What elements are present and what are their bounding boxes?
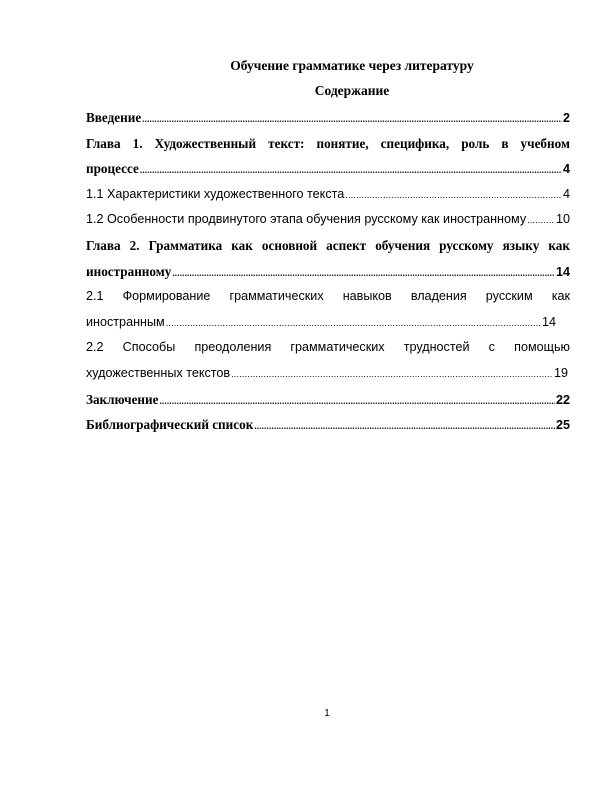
toc-entry-label: иностранному [86, 263, 172, 279]
toc-word: преодоления [194, 340, 272, 355]
toc-word: Глава [86, 135, 121, 151]
toc-entry-label: художественных текстов [86, 365, 231, 380]
toc-word: 2.2 [86, 340, 104, 355]
dot-leader [140, 158, 562, 182]
toc-entry-section-2-1[interactable] [86, 284, 570, 310]
toc-word: аспект [326, 237, 367, 253]
toc-entry-page: 4 [562, 186, 570, 201]
toc-entry-section-1-2[interactable] [86, 207, 570, 233]
toc-entry-chapter-2[interactable] [86, 233, 570, 259]
toc-word: помощью [514, 340, 570, 355]
toc-word: в [501, 135, 509, 151]
dot-leader [527, 208, 555, 233]
toc-entry-intro[interactable] [86, 105, 570, 131]
dot-leader [345, 183, 562, 208]
toc-word: обучения [375, 237, 431, 253]
toc-entry-label: процессе [86, 161, 139, 177]
toc-entry-section-2-2-cont[interactable] [86, 361, 568, 387]
page-number: 1 [324, 708, 330, 719]
dot-leader [166, 311, 541, 336]
toc-word: как [231, 237, 253, 253]
toc-word: трудностей [403, 340, 470, 355]
toc-entry-label: Заключение [86, 391, 159, 407]
dot-leader [231, 362, 553, 387]
dot-leader [142, 107, 562, 131]
toc-entry-label: Библиографический список [86, 417, 254, 433]
toc-word: грамматических [290, 340, 385, 355]
toc-word: языку [502, 237, 540, 253]
dot-leader [172, 261, 555, 285]
toc-word: грамматических [229, 289, 324, 304]
toc-word: как [548, 237, 570, 253]
table-of-contents [86, 105, 570, 438]
toc-entry-page: 14 [555, 264, 570, 279]
toc-word: текст: [268, 135, 305, 151]
toc-word: роль [461, 135, 490, 151]
dot-leader [254, 414, 555, 438]
toc-word: специфика, [380, 135, 450, 151]
dot-leader [159, 389, 555, 413]
toc-word: Художественный [154, 135, 257, 151]
toc-entry-section-1-1[interactable] [86, 182, 570, 208]
toc-entry-section-2-2[interactable] [86, 335, 570, 361]
toc-entry-bibliography[interactable] [86, 412, 570, 438]
toc-word: навыков [342, 289, 392, 304]
toc-entry-page: 25 [555, 418, 570, 433]
toc-entry-chapter-2-cont[interactable] [86, 259, 570, 285]
toc-entry-label: Введение [86, 110, 142, 125]
toc-word: Способы [122, 340, 176, 355]
toc-word: русским [485, 289, 533, 304]
toc-entry-label: иностранным [86, 314, 165, 329]
toc-entry-page: 14 [541, 314, 556, 329]
toc-word: с [488, 340, 495, 355]
toc-entry-section-2-1-cont[interactable] [86, 310, 556, 336]
toc-entry-page: 19 [553, 365, 568, 380]
toc-entry-label: 1.2 Особенности продвинутого этапа обучения русскому как иностранному [86, 212, 527, 227]
toc-word: понятие, [316, 135, 369, 151]
toc-word: 1. [132, 135, 143, 151]
toc-word: как [551, 289, 570, 304]
toc-entry-label: 1.1 Характеристики художественного текста [86, 186, 345, 201]
toc-word: учебном [520, 135, 570, 151]
toc-heading: Содержание [314, 83, 390, 98]
toc-word: Грамматика [148, 237, 223, 253]
toc-word: Формирование [122, 289, 211, 304]
toc-word: 2. [129, 237, 140, 253]
toc-word: владения [410, 289, 467, 304]
toc-entry-page: 22 [555, 392, 570, 407]
toc-entry-chapter-1[interactable] [86, 131, 570, 157]
toc-word: Глава [86, 237, 121, 253]
toc-word: основной [261, 237, 318, 253]
toc-entry-chapter-1-cont[interactable] [86, 156, 570, 182]
toc-word: 2.1 [86, 289, 104, 304]
toc-entry-page: 10 [555, 212, 570, 227]
toc-entry-page: 2 [562, 111, 570, 125]
toc-word: русскому [439, 237, 494, 253]
toc-entry-conclusion[interactable] [86, 387, 570, 413]
toc-entry-page: 4 [562, 162, 570, 177]
document-title: Обучение грамматике через литературу [230, 58, 474, 73]
